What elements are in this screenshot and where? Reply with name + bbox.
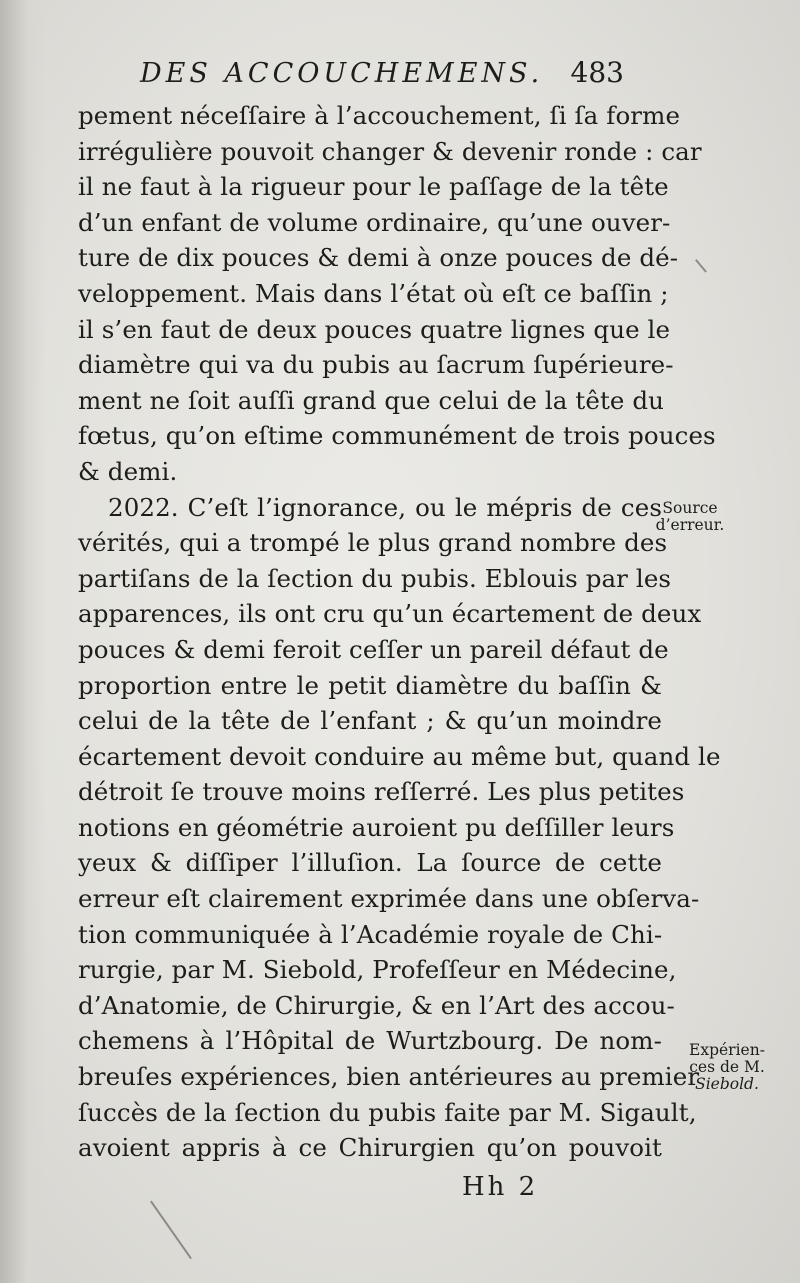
catchword-signature: Hh 2 <box>462 1172 539 1202</box>
text-line: yeux & diſſiper l’illuſion. La ſource de cette <box>78 848 662 878</box>
text-line: irrégulière pouvoit changer & devenir ronde : car <box>78 136 702 166</box>
text-line: & demi. <box>78 456 178 486</box>
paper-scratch-mark <box>150 1201 191 1259</box>
gutter-shadow <box>0 0 46 1283</box>
margin-note-line: ces de M. <box>689 1058 765 1076</box>
page-header <box>140 52 624 98</box>
margin-note-line: Source <box>662 499 718 517</box>
text-line: chemens à l’Hôpital de Wurtzbourg. De nom- <box>78 1026 662 1056</box>
text-line: veloppement. Mais dans l’état où eſt ce baſſin ; <box>78 278 669 308</box>
text-line: fœtus, qu’on eſtime communément de trois pouces <box>78 421 716 451</box>
text-line: d’un enfant de volume ordinaire, qu’une ouver- <box>78 207 671 237</box>
text-line: diamètre qui va du pubis au ſacrum ſupérieure- <box>78 350 674 380</box>
running-title: DES ACCOUCHEMENS. <box>140 58 544 89</box>
text-line: tion communiquée à l’Académie royale de Chi- <box>78 919 663 949</box>
text-line: ment ne ſoit auſſi grand que celui de la tête du <box>78 385 665 415</box>
margin-note-line: d’erreur. <box>655 516 725 534</box>
text-line: breuſes expériences, bien antérieures au premier <box>78 1062 700 1092</box>
text-line: détroit ſe trouve moins reſſerré. Les plus petites <box>78 777 685 807</box>
text-line: ſuccès de la ſection du pubis faite par M. Sigault, <box>78 1097 697 1127</box>
text-line: apparences, ils ont cru qu’un écartement de deux <box>78 599 702 629</box>
text-line: proportion entre le petit diamètre du baſſin & <box>78 670 662 700</box>
text-line: il ne faut à la rigueur pour le paſſage de la tête <box>78 172 669 202</box>
paragraph-start-2022: 2022. C’eſt l’ignorance, ou le mépris de ces <box>108 492 662 522</box>
margin-note-line: Expérien- <box>689 1041 765 1059</box>
paper-scratch-mark <box>695 259 706 272</box>
text-line: notions en géométrie auroient pu deſſiller leurs <box>78 812 675 842</box>
text-line: pouces & demi feroit ceſſer un pareil défaut de <box>78 634 669 664</box>
text-line: il s’en faut de deux pouces quatre lignes que le <box>78 314 671 344</box>
text-line: écartement devoit conduire au même but, quand le <box>78 741 721 771</box>
text-line: vérités, qui a trompé le plus grand nombre des <box>78 528 668 558</box>
text-line: partiſans de la ſection du pubis. Eblouis par les <box>78 563 672 593</box>
margin-note-experiences <box>662 1042 792 1093</box>
page-number: 483 <box>570 56 624 89</box>
text-line: celui de la tête de l’enfant ; & qu’un moindre <box>78 706 662 736</box>
text-line: ture de dix pouces & demi à onze pouces de dé- <box>78 243 679 273</box>
margin-note-line: Siebold. <box>695 1075 759 1093</box>
text-line: avoient appris à ce Chirurgien qu’on pouvoit <box>78 1133 662 1163</box>
text-line: erreur eſt clairement exprimée dans une obſerva- <box>78 884 700 914</box>
margin-note-source-error <box>650 500 730 534</box>
text-line: d’Anatomie, de Chirurgie, & en l’Art des accou- <box>78 990 675 1020</box>
text-line: pement néceſſaire à l’accouchement, ſi ſa forme <box>78 101 681 130</box>
text-line: rurgie, par M. Siebold, Profeſſeur en Médecine, <box>78 955 677 985</box>
